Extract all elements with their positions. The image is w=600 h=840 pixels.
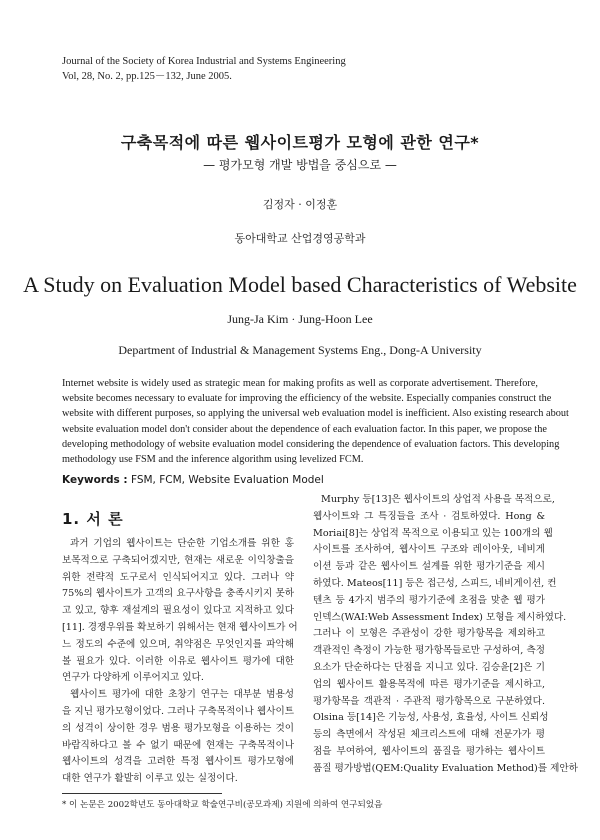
journal-header (62, 54, 346, 84)
body-line: 을 지닌 평가모형이었다. 그러나 구축목적이나 웹사이트 (62, 705, 294, 717)
body-line: 텐츠 등 4가지 범주의 평가기준에 초점을 맞춘 웹 평가 (313, 594, 545, 606)
body-line: 웹사이트 평가에 대한 초창기 연구는 대부분 범용성 (70, 689, 294, 701)
abstract-line: Internet website is widely used as strategic mean for making profits as well as corporate advertisement. Therefore, (62, 378, 538, 389)
body-line: 업의 웹사이트 활용목적에 따른 평가기준을 제시하고, (313, 678, 545, 690)
body-line: 평가항목을 객관적 · 주관적 평가항목으로 구분하였다. (313, 695, 545, 707)
body-line: 과거 기업의 웹사이트는 단순한 기업소개를 위한 홍 (70, 538, 294, 549)
body-line: 그러나 이 모형은 주관성이 강한 평가항목을 제외하고 (313, 628, 545, 640)
body-line: 점을 부여하여, 웹사이트의 품질을 평가하는 웹사이트 (313, 745, 545, 757)
keywords (62, 474, 324, 486)
subtitle-korean: — 평가모형 개발 방법을 중심으로 — (203, 158, 397, 172)
body-line: 위한 전략적 도구로서 인식되어지고 있다. 그러나 약 (62, 571, 294, 583)
section-heading-introduction: 1. 서 론 (62, 510, 124, 528)
body-line: 느 정도의 수준에 있으며, 취약점은 무엇인지를 파악해 (62, 638, 294, 650)
body-line: 품질 평가방법(QEM:Quality Evaluation Method)를 제안하 (313, 762, 578, 774)
affiliation-korean: 동아대학교 산업경영공학과 (234, 232, 366, 245)
journal-name: Journal of the Society of Korea Industrial and Systems Engineering (62, 56, 346, 67)
body-line: Olsina 등[14]은 기능성, 사용성, 효율성, 사이트 신뢰성 (313, 712, 549, 724)
body-line: 바람직하다고 볼 수 없기 때문에 현재는 구축목적이나 (62, 739, 294, 751)
journal-volume: Vol, 28, No. 2, pp.125－132, June 2005. (62, 71, 232, 82)
body-line: 연구가 다양하게 이루어지고 있다. (62, 672, 204, 684)
body-line: 볼 필요가 있다. 이러한 이유로 웹사이트 평가에 대한 (62, 655, 294, 667)
body-line: 웹사이트와 그 특징들을 조사 · 검토하였다. Hong & (313, 510, 545, 522)
body-line: 하였다. Mateos[11] 등은 접근성, 스피드, 네비게이션, 컨 (313, 577, 557, 589)
affiliation-english: Department of Industrial & Management Systems Eng., Dong-A University (118, 343, 482, 357)
body-line: 대한 연구가 활발히 이루고 있는 실정이다. (62, 773, 238, 785)
footnote: * 이 논문은 2002학년도 동아대학교 학술연구비(공모과제) 지원에 의하여 연구되었음 (62, 800, 383, 810)
body-line: 웹사이트의 성격을 고려한 특정 웹사이트 평가모형에 (62, 756, 294, 768)
authors-english: Jung-Ja Kim · Jung-Hoon Lee (227, 312, 373, 326)
body-line: 보목적으로 구축되어겠지만, 현재는 새로운 이익창출을 (62, 554, 294, 566)
abstract (62, 376, 569, 467)
body-line: 사이트를 조사하여, 웹사이트 구조와 레이아웃, 네비게 (313, 544, 545, 556)
body-line: 75%의 웹사이트가 고객의 요구사항을 충족시키지 못하 (62, 588, 294, 600)
body-line: 이션 등과 같은 웹사이트 설계를 위한 평가기준을 제시 (313, 561, 545, 573)
keywords-text: FSM, FCM, Website Evaluation Model (127, 474, 324, 486)
right-column (313, 492, 578, 778)
title-korean: 구축목적에 따른 웹사이트평가 모형에 관한 연구* (120, 133, 480, 152)
footnote-divider (62, 793, 222, 794)
body-line: 객관적인 측정이 가능한 평가항목들로만 구성하여, 측정 (313, 645, 545, 657)
body-line: Moriai[8]는 상업적 목적으로 이용되고 있는 100개의 웹 (313, 527, 553, 539)
abstract-line: website evaluation model don't consider about the dependence of each evaluation factor. In this paper, we propose the (62, 423, 547, 435)
abstract-line: website becomes necessary to evaluate for improving the efficiency of the website. Especially companies construct the (62, 393, 552, 405)
body-line: 의 성격이 상이한 경우 범용 평가모형을 이용하는 것이 (62, 722, 294, 734)
keywords-label: Keywords : (62, 474, 128, 486)
title-english: A Study on Evaluation Model based Characteristics of Website (23, 272, 577, 297)
authors-korean: 김정자 · 이정훈 (262, 198, 338, 211)
abstract-line: website with different purposes, so applying the universal web evaluation model is inefficient. Also existing research about (62, 408, 569, 420)
body-line: 등의 측면에서 작성된 체크리스트에 대해 전문가가 평 (313, 729, 545, 741)
abstract-line: developing methodology of website evaluation model considering the dependence of evaluation factors. This developing (62, 438, 560, 450)
body-line: [11]. 경쟁우위를 확보하기 위해서는 현재 웹사이트가 어 (62, 621, 298, 633)
abstract-line: methodology use FSM and the inference algorithm using levelized FCM. (62, 454, 364, 466)
body-line: 인덱스(WAI:Web Assessment Index) 모형을 제시하였다. (313, 611, 567, 623)
body-line: 요소가 단순하다는 단점을 지니고 있다. 김승윤[2]은 기 (313, 661, 545, 673)
body-line: 고 있고, 향후 재설계의 필요성이 있다고 지적하고 있다 (62, 605, 294, 617)
body-line: Murphy 등[13]은 웹사이트의 상업적 사용을 목적으로, (321, 494, 555, 505)
left-column (62, 536, 298, 788)
